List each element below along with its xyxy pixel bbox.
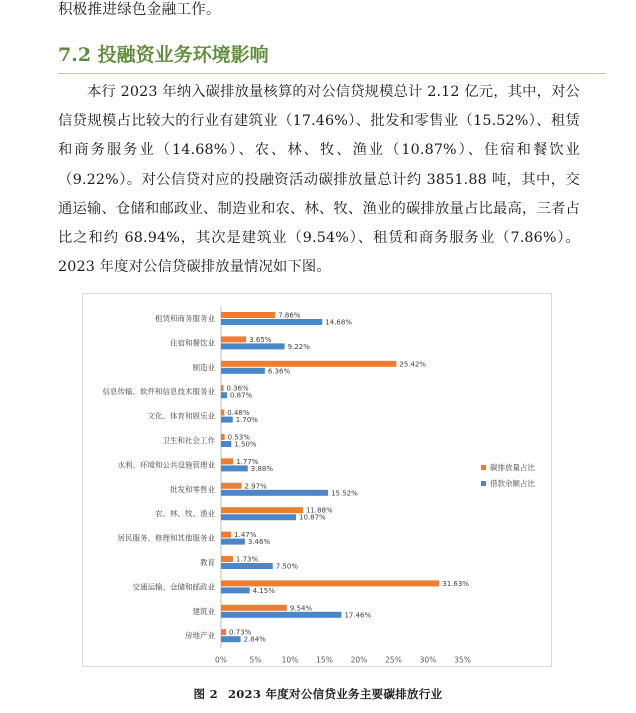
- x-tick-label: 25%: [385, 655, 402, 665]
- x-tick-label: 15%: [316, 655, 333, 665]
- preceding-text-line: 积极推进绿色金融工作。: [58, 2, 221, 18]
- data-label-emission: 1.73%: [235, 555, 259, 564]
- bar-loan: [221, 490, 328, 496]
- category-label: 制造业: [192, 362, 215, 372]
- category-label: 水利、环境和公共设施管理业: [117, 460, 215, 470]
- bar-loan: [221, 441, 231, 447]
- data-label-emission: 7.86%: [278, 311, 301, 320]
- data-label-loan: 3.88%: [250, 464, 274, 473]
- bar-emission: [221, 434, 225, 440]
- x-tick-label: 20%: [350, 655, 368, 665]
- bar-loan: [221, 539, 245, 545]
- bar-emission: [221, 507, 303, 513]
- bar-loan: [221, 368, 265, 374]
- data-label-loan: 10.87%: [299, 513, 326, 522]
- data-label-emission: 11.88%: [305, 506, 333, 515]
- data-label-emission: 3.65%: [249, 335, 272, 344]
- x-tick-label: 0%: [215, 655, 227, 665]
- bar-loan: [221, 587, 250, 593]
- data-label-emission: 1.77%: [236, 457, 259, 466]
- data-label-loan: 17.46%: [344, 611, 372, 620]
- industry-emission-chart: [82, 293, 552, 667]
- category-label: 信息传输、软件和信息技术服务业: [102, 387, 215, 397]
- chart-svg: [83, 294, 551, 666]
- bar-emission: [221, 556, 233, 562]
- figure-caption: [0, 686, 636, 702]
- data-label-loan: 6.36%: [267, 367, 291, 376]
- bar-loan: [221, 465, 248, 471]
- data-label-emission: 0.48%: [227, 409, 250, 418]
- legend-label-emission: 碳排放量占比: [490, 463, 535, 472]
- category-label: 农、林、牧、渔业: [155, 509, 215, 519]
- legend-label-loan: 借款余额占比: [490, 479, 535, 488]
- data-label-loan: 15.52%: [331, 489, 358, 498]
- figure-caption-text: 2023 年度对公信贷业务主要碳排放行业: [227, 687, 443, 701]
- bar-emission: [221, 629, 226, 635]
- category-label: 批发和零售业: [170, 484, 215, 494]
- bar-emission: [221, 336, 246, 342]
- bar-emission: [221, 532, 231, 538]
- category-label: 交通运输、仓储和邮政业: [132, 582, 215, 592]
- category-label: 房地产业: [185, 631, 215, 641]
- data-label-loan: 14.68%: [325, 318, 352, 327]
- legend-swatch-emission: [481, 465, 486, 470]
- data-label-emission: 9.54%: [289, 604, 313, 613]
- category-label: 建筑业: [192, 606, 215, 616]
- bar-loan: [221, 417, 233, 423]
- data-label-emission: 1.47%: [234, 531, 257, 540]
- data-label-loan: 9.22%: [287, 342, 310, 351]
- bar-loan: [221, 612, 341, 618]
- legend-swatch-loan: [481, 481, 486, 486]
- data-label-loan: 4.15%: [252, 586, 275, 595]
- bar-loan: [221, 343, 285, 349]
- x-tick-label: 30%: [419, 655, 437, 665]
- category-label: 卫生和社会工作: [162, 436, 215, 445]
- data-label-loan: 1.50%: [234, 440, 257, 449]
- figure-number: 图 2: [193, 687, 218, 701]
- bar-loan: [221, 319, 322, 325]
- section-heading: 7.2 投融资业务环境影响: [58, 40, 606, 74]
- data-label-emission: 25.42%: [399, 360, 427, 369]
- category-label: 租赁和商务服务业: [155, 314, 215, 323]
- category-label: 教育: [200, 558, 215, 567]
- data-label-emission: 0.53%: [227, 433, 250, 442]
- bar-emission: [221, 385, 223, 391]
- bar-loan: [221, 636, 241, 642]
- data-label-loan: 2.84%: [243, 635, 266, 644]
- data-label-loan: 7.50%: [275, 562, 298, 571]
- data-label-emission: 0.73%: [229, 628, 252, 637]
- data-label-loan: 1.70%: [235, 416, 258, 425]
- x-tick-label: 35%: [454, 655, 471, 665]
- category-label: 住宿和餐饮业: [170, 338, 215, 348]
- data-label-emission: 2.97%: [244, 482, 267, 491]
- bar-emission: [221, 410, 224, 416]
- bar-loan: [221, 392, 227, 398]
- x-tick-label: 10%: [281, 655, 299, 665]
- bar-emission: [221, 605, 287, 611]
- bar-emission: [221, 483, 241, 489]
- data-label-emission: 31.63%: [442, 579, 469, 588]
- data-label-loan: 3.46%: [247, 538, 271, 547]
- bar-emission: [221, 458, 233, 464]
- body-paragraph: 本行 2023 年纳入碳排放量核算的对公信贷规模总计 2.12 亿元，其中，对公信贷规模占比较大的行业有建筑业（17.46%）、批发和零售业（15.52%）、租赁和商务服务业（14.68%）、农、林、牧、渔业（10.87%）、住宿和餐饮业（9.22%）。对公信贷对应的投融资活动碳排放量总计约 3851.88 吨，其中，交通运输、仓储和邮政业、制造业和农、林、牧、渔业的碳排放量占比最高，三者占比之和约 68.94%，其次是建筑业（9.54%）、租赁和商务服务业（7.86%）。2023 年度对公信贷碳排放量情况如下图。: [58, 84, 580, 276]
- bar-emission: [221, 361, 396, 367]
- bar-loan: [221, 563, 273, 569]
- data-label-emission: 0.36%: [226, 384, 249, 393]
- bar-emission: [221, 580, 439, 586]
- category-label: 文化、体育和娱乐业: [147, 411, 215, 421]
- bar-emission: [221, 312, 275, 318]
- x-tick-label: 5%: [249, 655, 262, 665]
- data-label-loan: 0.87%: [230, 391, 253, 400]
- category-label: 居民服务、修理和其他服务业: [117, 533, 215, 543]
- bar-loan: [221, 514, 296, 520]
